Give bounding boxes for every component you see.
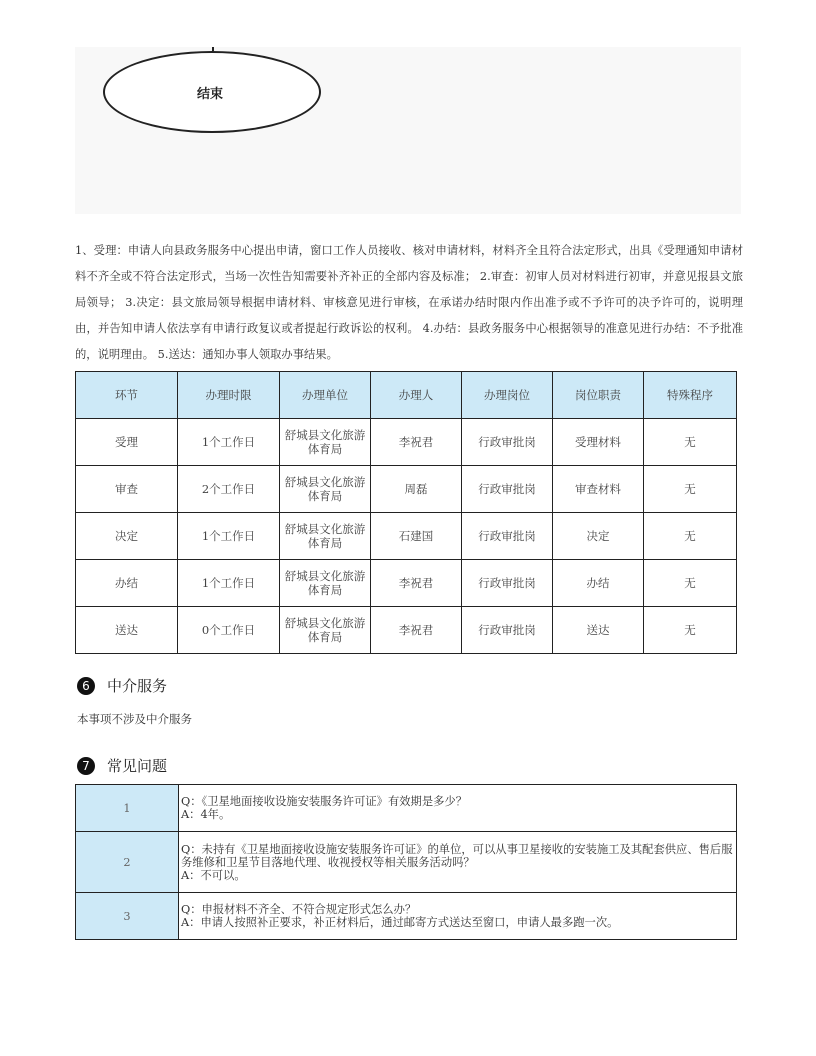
cell-handler: 周磊 bbox=[371, 466, 462, 513]
cell-time-limit: 1个工作日 bbox=[178, 513, 280, 560]
cell-unit: 舒城县文化旅游体育局 bbox=[280, 466, 371, 513]
cell-post: 行政审批岗 bbox=[462, 560, 553, 607]
cell-special: 无 bbox=[644, 607, 737, 654]
cell-post: 行政审批岗 bbox=[462, 607, 553, 654]
process-table bbox=[75, 371, 737, 654]
faq-row bbox=[76, 785, 737, 832]
faq-number: 3 bbox=[76, 893, 179, 940]
cell-unit: 舒城县文化旅游体育局 bbox=[280, 513, 371, 560]
header-stage: 环节 bbox=[76, 372, 178, 419]
cell-stage: 决定 bbox=[76, 513, 178, 560]
cell-post: 行政审批岗 bbox=[462, 466, 553, 513]
process-table-header-row bbox=[76, 372, 737, 419]
faq-number: 2 bbox=[76, 832, 179, 893]
process-description: 1、受理：申请人向县政务服务中心提出申请，窗口工作人员接收、核对申请材料，材料齐全且符合法定形式，出具《受理通知申请材料不齐全或不符合法定形式，当场一次性告知需要补齐补正的全部内容及标准； 2.审查：初审人员对材料进行初审，并意见报县文旅局领导； 3.决定：县文旅局领导根据申请材料、审核意见进行审核，在承诺办结时限内作出准予或不予许可的决予许可的，说明理由，并告知申请人依法享有申请行政复议或者提起行政诉讼的权利。 4.办结：县政务服务中心根据领导的准意见进行办结：不予批准的，说明理由。 5.送达：通知办事人领取办事结果。 bbox=[75, 244, 743, 361]
cell-post: 行政审批岗 bbox=[462, 419, 553, 466]
header-handler: 办理人 bbox=[371, 372, 462, 419]
cell-unit: 舒城县文化旅游体育局 bbox=[280, 607, 371, 654]
header-unit: 办理单位 bbox=[280, 372, 371, 419]
cell-duty: 办结 bbox=[553, 560, 644, 607]
header-time-limit: 办理时限 bbox=[178, 372, 280, 419]
cell-special: 无 bbox=[644, 513, 737, 560]
header-duty: 岗位职责 bbox=[553, 372, 644, 419]
cell-post: 行政审批岗 bbox=[462, 513, 553, 560]
table-row bbox=[76, 560, 737, 607]
cell-handler: 石建国 bbox=[371, 513, 462, 560]
table-row bbox=[76, 466, 737, 513]
cell-special: 无 bbox=[644, 560, 737, 607]
cell-time-limit: 2个工作日 bbox=[178, 466, 280, 513]
cell-stage: 送达 bbox=[76, 607, 178, 654]
cell-duty: 送达 bbox=[553, 607, 644, 654]
section-7-heading bbox=[77, 755, 167, 776]
faq-row bbox=[76, 893, 737, 940]
cell-unit: 舒城县文化旅游体育局 bbox=[280, 560, 371, 607]
section-title: 中介服务 bbox=[107, 677, 168, 695]
faq-question: Q：申报材料不齐全、不符合规定形式怎么办？ bbox=[181, 903, 417, 916]
cell-stage: 审查 bbox=[76, 466, 178, 513]
faq-table bbox=[75, 784, 737, 940]
section-number-badge: 6 bbox=[77, 677, 95, 695]
section-6-heading bbox=[77, 675, 167, 696]
faq-number: 1 bbox=[76, 785, 179, 832]
cell-special: 无 bbox=[644, 466, 737, 513]
cell-time-limit: 1个工作日 bbox=[178, 419, 280, 466]
intermediary-service-note: 本事项不涉及中介服务 bbox=[77, 712, 192, 726]
cell-stage: 办结 bbox=[76, 560, 178, 607]
section-number-badge: 7 bbox=[77, 757, 95, 775]
faq-answer: A：不可以。 bbox=[181, 868, 246, 882]
header-special: 特殊程序 bbox=[644, 372, 737, 419]
faq-qa bbox=[179, 832, 737, 893]
end-node bbox=[103, 51, 321, 133]
cell-duty: 决定 bbox=[553, 513, 644, 560]
cell-special: 无 bbox=[644, 419, 737, 466]
cell-time-limit: 1个工作日 bbox=[178, 560, 280, 607]
faq-question: Q：《卫星地面接收设施安装服务许可证》有效期是多少？ bbox=[181, 795, 468, 808]
faq-answer: A：4年。 bbox=[181, 808, 231, 821]
faq-row bbox=[76, 832, 737, 893]
cell-stage: 受理 bbox=[76, 419, 178, 466]
table-row bbox=[76, 513, 737, 560]
faq-answer: A：申请人按照补正要求，补正材料后，通过邮寄方式送达至窗口，申请人最多跑一次。 bbox=[181, 916, 619, 929]
cell-handler: 李祝君 bbox=[371, 560, 462, 607]
faq-qa bbox=[179, 893, 737, 940]
cell-duty: 受理材料 bbox=[553, 419, 644, 466]
end-node-label: 结束 bbox=[196, 86, 223, 102]
section-title: 常见问题 bbox=[107, 757, 168, 775]
faq-question: Q：未持有《卫星地面接收设施安装服务许可证》的单位，可以从事卫星接收的安装施工及其配套供应、售后服务维修和卫星节目落地代理、收视授权等相关服务活动吗？ bbox=[181, 842, 733, 869]
header-post: 办理岗位 bbox=[462, 372, 553, 419]
cell-handler: 李祝君 bbox=[371, 419, 462, 466]
cell-duty: 审查材料 bbox=[553, 466, 644, 513]
faq-qa bbox=[179, 785, 737, 832]
cell-time-limit: 0个工作日 bbox=[178, 607, 280, 654]
cell-unit: 舒城县文化旅游体育局 bbox=[280, 419, 371, 466]
table-row bbox=[76, 419, 737, 466]
cell-handler: 李祝君 bbox=[371, 607, 462, 654]
table-row bbox=[76, 607, 737, 654]
flowchart-panel bbox=[75, 47, 741, 214]
